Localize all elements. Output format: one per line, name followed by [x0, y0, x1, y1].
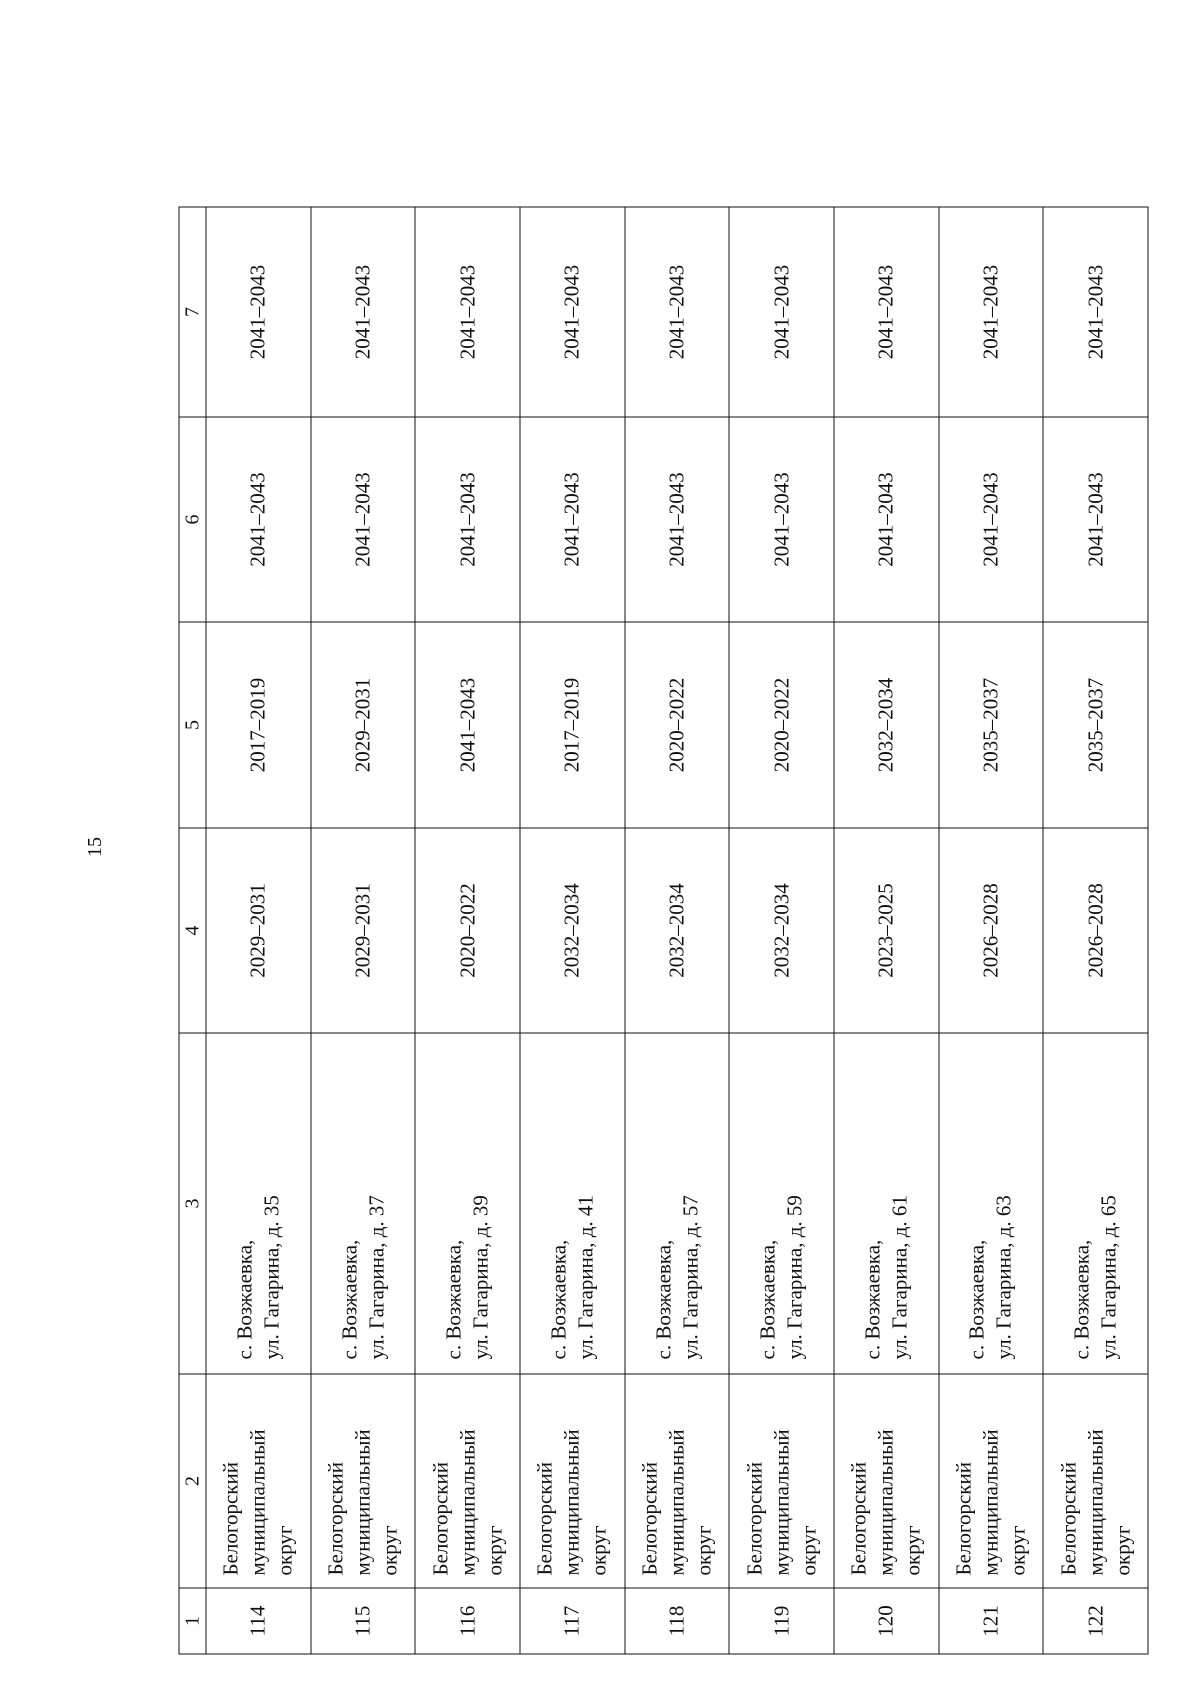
address-line-street: ул. Гагарина, д. 59	[782, 1195, 807, 1360]
district-cell: Белогорский муниципальный округ	[415, 1374, 520, 1588]
period-col7-cell: 2041–2043	[834, 207, 939, 417]
period-col5-cell: 2032–2034	[834, 622, 939, 828]
address-cell	[938, 1033, 1043, 1374]
period-col4-cell: 2029–2031	[310, 828, 415, 1033]
district-cell: Белогорский муниципальный округ	[520, 1374, 625, 1588]
period-col4-cell: 2032–2034	[624, 828, 729, 1033]
address-cell	[415, 1033, 520, 1374]
period-col5-cell: 2029–2031	[310, 622, 415, 828]
table-row	[310, 207, 415, 1654]
address-line-settlement: с. Возжаевка,	[650, 1239, 675, 1360]
address-cell	[624, 1033, 729, 1374]
period-col6-cell: 2041–2043	[624, 417, 729, 622]
address-line-settlement: с. Возжаевка,	[964, 1239, 989, 1360]
period-col4-cell: 2026–2028	[1043, 828, 1148, 1033]
address-line-street: ул. Гагарина, д. 35	[258, 1195, 283, 1360]
schedule-table	[178, 207, 1148, 1655]
table-row	[206, 207, 311, 1654]
address-line-street: ул. Гагарина, д. 61	[886, 1195, 911, 1360]
period-col6-cell: 2041–2043	[1043, 417, 1148, 622]
address-cell	[310, 1033, 415, 1374]
header-cell: 5	[179, 622, 206, 828]
district-cell: Белогорский муниципальный округ	[938, 1374, 1043, 1588]
row-number-cell: 114	[206, 1588, 311, 1654]
period-col4-cell: 2032–2034	[520, 828, 625, 1033]
row-number-cell: 117	[520, 1588, 625, 1654]
table-row	[938, 207, 1043, 1654]
address-line-settlement: с. Возжаевка,	[336, 1239, 361, 1360]
district-cell: Белогорский муниципальный округ	[834, 1374, 939, 1588]
period-col7-cell: 2041–2043	[206, 207, 311, 417]
address-line-street: ул. Гагарина, д. 57	[677, 1195, 702, 1360]
schedule-table-container	[178, 208, 1148, 1655]
row-number-cell: 118	[624, 1588, 729, 1654]
period-col5-cell: 2041–2043	[415, 622, 520, 828]
table-row	[624, 207, 729, 1654]
table-row	[729, 207, 834, 1654]
period-col4-cell: 2026–2028	[938, 828, 1043, 1033]
row-number-cell: 115	[310, 1588, 415, 1654]
period-col4-cell: 2032–2034	[729, 828, 834, 1033]
address-line-street: ул. Гагарина, д. 41	[572, 1195, 597, 1360]
address-cell	[206, 1033, 311, 1374]
period-col7-cell: 2041–2043	[415, 207, 520, 417]
address-line-settlement: с. Возжаевка,	[755, 1239, 780, 1360]
address-line-street: ул. Гагарина, д. 65	[1096, 1195, 1121, 1360]
period-col6-cell: 2041–2043	[729, 417, 834, 622]
period-col6-cell: 2041–2043	[520, 417, 625, 622]
period-col5-cell: 2017–2019	[520, 622, 625, 828]
period-col5-cell: 2035–2037	[1043, 622, 1148, 828]
period-col6-cell: 2041–2043	[834, 417, 939, 622]
period-col7-cell: 2041–2043	[938, 207, 1043, 417]
period-col4-cell: 2029–2031	[206, 828, 311, 1033]
period-col7-cell: 2041–2043	[520, 207, 625, 417]
row-number-cell: 121	[938, 1588, 1043, 1654]
period-col6-cell: 2041–2043	[206, 417, 311, 622]
address-cell	[729, 1033, 834, 1374]
address-line-settlement: с. Возжаевка,	[1069, 1239, 1094, 1360]
row-number-cell: 119	[729, 1588, 834, 1654]
header-cell: 3	[179, 1033, 206, 1374]
row-number-cell: 116	[415, 1588, 520, 1654]
period-col5-cell: 2020–2022	[729, 622, 834, 828]
district-cell: Белогорский муниципальный округ	[729, 1374, 834, 1588]
page-number: 15	[84, 837, 106, 857]
address-line-settlement: с. Возжаевка,	[545, 1239, 570, 1360]
address-line-settlement: с. Возжаевка,	[441, 1239, 466, 1360]
address-line-settlement: с. Возжаевка,	[859, 1239, 884, 1360]
period-col7-cell: 2041–2043	[624, 207, 729, 417]
table-header-row	[179, 207, 206, 1654]
header-cell: 4	[179, 828, 206, 1033]
district-cell: Белогорский муниципальный округ	[310, 1374, 415, 1588]
header-cell: 2	[179, 1374, 206, 1588]
row-number-cell: 122	[1043, 1588, 1148, 1654]
period-col5-cell: 2020–2022	[624, 622, 729, 828]
period-col5-cell: 2017–2019	[206, 622, 311, 828]
address-line-street: ул. Гагарина, д. 39	[468, 1195, 493, 1360]
header-cell: 6	[179, 417, 206, 622]
period-col5-cell: 2035–2037	[938, 622, 1043, 828]
row-number-cell: 120	[834, 1588, 939, 1654]
address-line-street: ул. Гагарина, д. 63	[991, 1195, 1016, 1360]
period-col7-cell: 2041–2043	[310, 207, 415, 417]
header-cell: 7	[179, 207, 206, 417]
period-col4-cell: 2020–2022	[415, 828, 520, 1033]
address-cell	[834, 1033, 939, 1374]
address-cell	[520, 1033, 625, 1374]
period-col7-cell: 2041–2043	[1043, 207, 1148, 417]
table-row	[834, 207, 939, 1654]
period-col6-cell: 2041–2043	[938, 417, 1043, 622]
period-col4-cell: 2023–2025	[834, 828, 939, 1033]
district-cell: Белогорский муниципальный округ	[206, 1374, 311, 1588]
district-cell: Белогорский муниципальный округ	[1043, 1374, 1148, 1588]
address-line-street: ул. Гагарина, д. 37	[363, 1195, 388, 1360]
table-row	[415, 207, 520, 1654]
district-cell: Белогорский муниципальный округ	[624, 1374, 729, 1588]
address-line-settlement: с. Возжаевка,	[231, 1239, 256, 1360]
table-row	[520, 207, 625, 1654]
period-col7-cell: 2041–2043	[729, 207, 834, 417]
address-cell	[1043, 1033, 1148, 1374]
header-cell: 1	[179, 1588, 206, 1654]
table-row	[1043, 207, 1148, 1654]
period-col6-cell: 2041–2043	[415, 417, 520, 622]
period-col6-cell: 2041–2043	[310, 417, 415, 622]
